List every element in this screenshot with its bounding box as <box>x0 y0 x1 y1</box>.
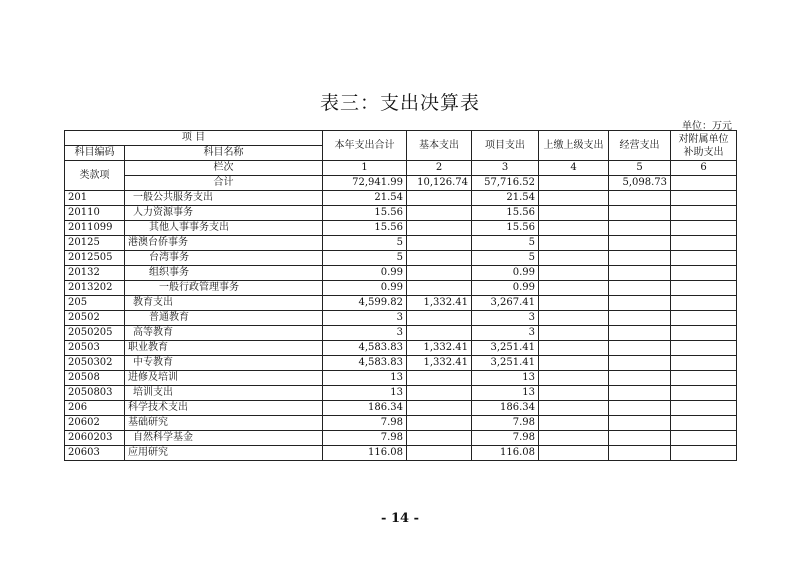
amount-cell: 13 <box>323 371 407 386</box>
col-number: 3 <box>472 161 539 176</box>
page-number: - 14 - <box>381 511 419 526</box>
amount-cell <box>539 221 609 236</box>
amount-cell: 3,251.41 <box>472 356 539 371</box>
table-row <box>65 341 737 356</box>
col-header-total: 本年支出合计 <box>323 131 407 161</box>
amount-cell <box>539 236 609 251</box>
amount-cell <box>539 296 609 311</box>
amount-cell <box>671 371 737 386</box>
amount-cell <box>671 206 737 221</box>
amount-cell <box>671 446 737 461</box>
amount-cell <box>407 326 472 341</box>
total-label: 合计 <box>125 176 323 191</box>
code-header: 科目编码 <box>65 146 125 161</box>
subject-code: 206 <box>65 401 125 416</box>
amount-cell <box>539 266 609 281</box>
amount-cell <box>539 206 609 221</box>
subject-name: 台湾事务 <box>125 251 323 266</box>
amount-cell <box>609 446 671 461</box>
subject-name: 职业教育 <box>125 341 323 356</box>
amount-cell <box>407 206 472 221</box>
subject-code: 2050803 <box>65 386 125 401</box>
subject-code: 2060203 <box>65 431 125 446</box>
subject-name: 高等教育 <box>125 326 323 341</box>
amount-cell: 13 <box>472 386 539 401</box>
subject-name: 进修及培训 <box>125 371 323 386</box>
amount-cell <box>671 221 737 236</box>
amount-cell <box>671 266 737 281</box>
subject-name: 一般行政管理事务 <box>125 281 323 296</box>
category-header: 类款项 <box>65 161 125 191</box>
amount-cell <box>407 251 472 266</box>
col-number: 1 <box>323 161 407 176</box>
amount-cell <box>407 401 472 416</box>
amount-cell: 7.98 <box>323 431 407 446</box>
expenditure-table <box>64 130 737 461</box>
amount-cell: 5 <box>472 236 539 251</box>
subject-code: 20110 <box>65 206 125 221</box>
amount-cell <box>671 416 737 431</box>
amount-cell <box>407 416 472 431</box>
amount-cell <box>671 401 737 416</box>
name-header: 科目名称 <box>125 146 323 161</box>
amount-cell <box>671 311 737 326</box>
amount-cell <box>609 266 671 281</box>
subject-name: 组织事务 <box>125 266 323 281</box>
table-row <box>65 311 737 326</box>
total-cell: 10,126.74 <box>407 176 472 191</box>
subject-name: 基础研究 <box>125 416 323 431</box>
table-row <box>65 326 737 341</box>
amount-cell: 0.99 <box>472 266 539 281</box>
amount-cell <box>539 401 609 416</box>
total-cell: 57,716.52 <box>472 176 539 191</box>
amount-cell <box>609 221 671 236</box>
amount-cell <box>539 416 609 431</box>
amount-cell: 3,267.41 <box>472 296 539 311</box>
amount-cell <box>609 296 671 311</box>
amount-cell <box>407 431 472 446</box>
amount-cell <box>609 341 671 356</box>
table-row <box>65 296 737 311</box>
subject-code: 20508 <box>65 371 125 386</box>
amount-cell: 5 <box>472 251 539 266</box>
amount-cell: 186.34 <box>472 401 539 416</box>
col-header-superior: 上缴上级支出 <box>539 131 609 161</box>
table-row <box>65 236 737 251</box>
subject-code: 20503 <box>65 341 125 356</box>
amount-cell: 7.98 <box>472 416 539 431</box>
amount-cell: 13 <box>323 386 407 401</box>
amount-cell <box>609 206 671 221</box>
amount-cell <box>671 326 737 341</box>
amount-cell: 186.34 <box>323 401 407 416</box>
amount-cell <box>671 236 737 251</box>
amount-cell: 7.98 <box>323 416 407 431</box>
subject-name: 中专教育 <box>125 356 323 371</box>
table-row <box>65 251 737 266</box>
subject-code: 201 <box>65 191 125 206</box>
subject-name: 科学技术支出 <box>125 401 323 416</box>
table-row <box>65 431 737 446</box>
table-row <box>65 416 737 431</box>
col-number: 2 <box>407 161 472 176</box>
amount-cell: 4,599.82 <box>323 296 407 311</box>
col-header-subsidy: 对附属单位补助支出 <box>671 131 737 161</box>
table-row <box>65 386 737 401</box>
subject-name: 教育支出 <box>125 296 323 311</box>
amount-cell <box>539 386 609 401</box>
table-row <box>65 356 737 371</box>
amount-cell: 3 <box>472 326 539 341</box>
amount-cell: 116.08 <box>472 446 539 461</box>
total-cell <box>671 176 737 191</box>
amount-cell <box>407 191 472 206</box>
amount-cell <box>539 341 609 356</box>
subject-code: 205 <box>65 296 125 311</box>
page-title: 表三：支出决算表 <box>319 92 480 114</box>
amount-cell <box>539 281 609 296</box>
subject-code: 2011099 <box>65 221 125 236</box>
subject-code: 20602 <box>65 416 125 431</box>
amount-cell <box>407 281 472 296</box>
amount-cell <box>539 251 609 266</box>
amount-cell <box>609 401 671 416</box>
amount-cell <box>609 236 671 251</box>
table-row <box>65 206 737 221</box>
col-header-project: 项目支出 <box>472 131 539 161</box>
table-row <box>65 446 737 461</box>
amount-cell: 116.08 <box>323 446 407 461</box>
amount-cell <box>671 386 737 401</box>
amount-cell: 3 <box>323 326 407 341</box>
amount-cell: 5 <box>323 236 407 251</box>
subject-code: 2012505 <box>65 251 125 266</box>
amount-cell: 15.56 <box>472 206 539 221</box>
amount-cell: 4,583.83 <box>323 356 407 371</box>
amount-cell <box>609 386 671 401</box>
amount-cell: 7.98 <box>472 431 539 446</box>
subject-name: 应用研究 <box>125 446 323 461</box>
item-header: 项 目 <box>65 131 323 146</box>
amount-cell <box>407 386 472 401</box>
amount-cell <box>407 311 472 326</box>
amount-cell <box>407 236 472 251</box>
amount-cell: 21.54 <box>472 191 539 206</box>
table-row <box>65 266 737 281</box>
amount-cell: 15.56 <box>323 206 407 221</box>
amount-cell <box>539 446 609 461</box>
subject-name: 一般公共服务支出 <box>125 191 323 206</box>
column-index-label: 栏次 <box>125 161 323 176</box>
amount-cell: 1,332.41 <box>407 356 472 371</box>
amount-cell <box>407 266 472 281</box>
subject-name: 港澳台侨事务 <box>125 236 323 251</box>
amount-cell <box>407 371 472 386</box>
amount-cell <box>671 341 737 356</box>
subject-name: 自然科学基金 <box>125 431 323 446</box>
amount-cell <box>609 251 671 266</box>
amount-cell: 15.56 <box>323 221 407 236</box>
amount-cell <box>609 191 671 206</box>
table-row <box>65 401 737 416</box>
subject-name: 普通教育 <box>125 311 323 326</box>
amount-cell <box>539 356 609 371</box>
amount-cell: 0.99 <box>323 266 407 281</box>
table-row <box>65 221 737 236</box>
amount-cell <box>609 326 671 341</box>
amount-cell: 1,332.41 <box>407 296 472 311</box>
amount-cell: 13 <box>472 371 539 386</box>
table-row <box>65 191 737 206</box>
subject-name: 其他人事事务支出 <box>125 221 323 236</box>
table-row <box>65 371 737 386</box>
amount-cell <box>671 431 737 446</box>
amount-cell: 0.99 <box>323 281 407 296</box>
amount-cell <box>609 431 671 446</box>
table-row <box>65 281 737 296</box>
total-cell: 72,941.99 <box>323 176 407 191</box>
col-number: 5 <box>609 161 671 176</box>
subject-code: 20502 <box>65 311 125 326</box>
amount-cell <box>609 281 671 296</box>
subject-code: 2013202 <box>65 281 125 296</box>
subject-code: 2050205 <box>65 326 125 341</box>
unit-label: 单位：万元 <box>682 121 732 132</box>
amount-cell <box>539 326 609 341</box>
col-number: 6 <box>671 161 737 176</box>
amount-cell <box>539 311 609 326</box>
subject-code: 2050302 <box>65 356 125 371</box>
subject-code: 20603 <box>65 446 125 461</box>
subject-name: 培训支出 <box>125 386 323 401</box>
amount-cell <box>671 281 737 296</box>
subject-name: 人力资源事务 <box>125 206 323 221</box>
amount-cell: 4,583.83 <box>323 341 407 356</box>
amount-cell: 3,251.41 <box>472 341 539 356</box>
subject-code: 20132 <box>65 266 125 281</box>
amount-cell <box>609 356 671 371</box>
col-number: 4 <box>539 161 609 176</box>
amount-cell <box>609 371 671 386</box>
amount-cell <box>609 311 671 326</box>
amount-cell: 15.56 <box>472 221 539 236</box>
amount-cell <box>407 446 472 461</box>
col-header-operating: 经营支出 <box>609 131 671 161</box>
amount-cell: 21.54 <box>323 191 407 206</box>
amount-cell: 3 <box>472 311 539 326</box>
amount-cell <box>539 371 609 386</box>
amount-cell: 5 <box>323 251 407 266</box>
amount-cell <box>671 251 737 266</box>
total-cell: 5,098.73 <box>609 176 671 191</box>
amount-cell: 1,332.41 <box>407 341 472 356</box>
amount-cell <box>671 296 737 311</box>
amount-cell: 3 <box>323 311 407 326</box>
amount-cell <box>539 191 609 206</box>
col-header-basic: 基本支出 <box>407 131 472 161</box>
total-cell <box>539 176 609 191</box>
amount-cell <box>671 191 737 206</box>
subject-code: 20125 <box>65 236 125 251</box>
amount-cell: 0.99 <box>472 281 539 296</box>
amount-cell <box>671 356 737 371</box>
amount-cell <box>407 221 472 236</box>
totals-row <box>65 176 737 191</box>
amount-cell <box>539 431 609 446</box>
amount-cell <box>609 416 671 431</box>
